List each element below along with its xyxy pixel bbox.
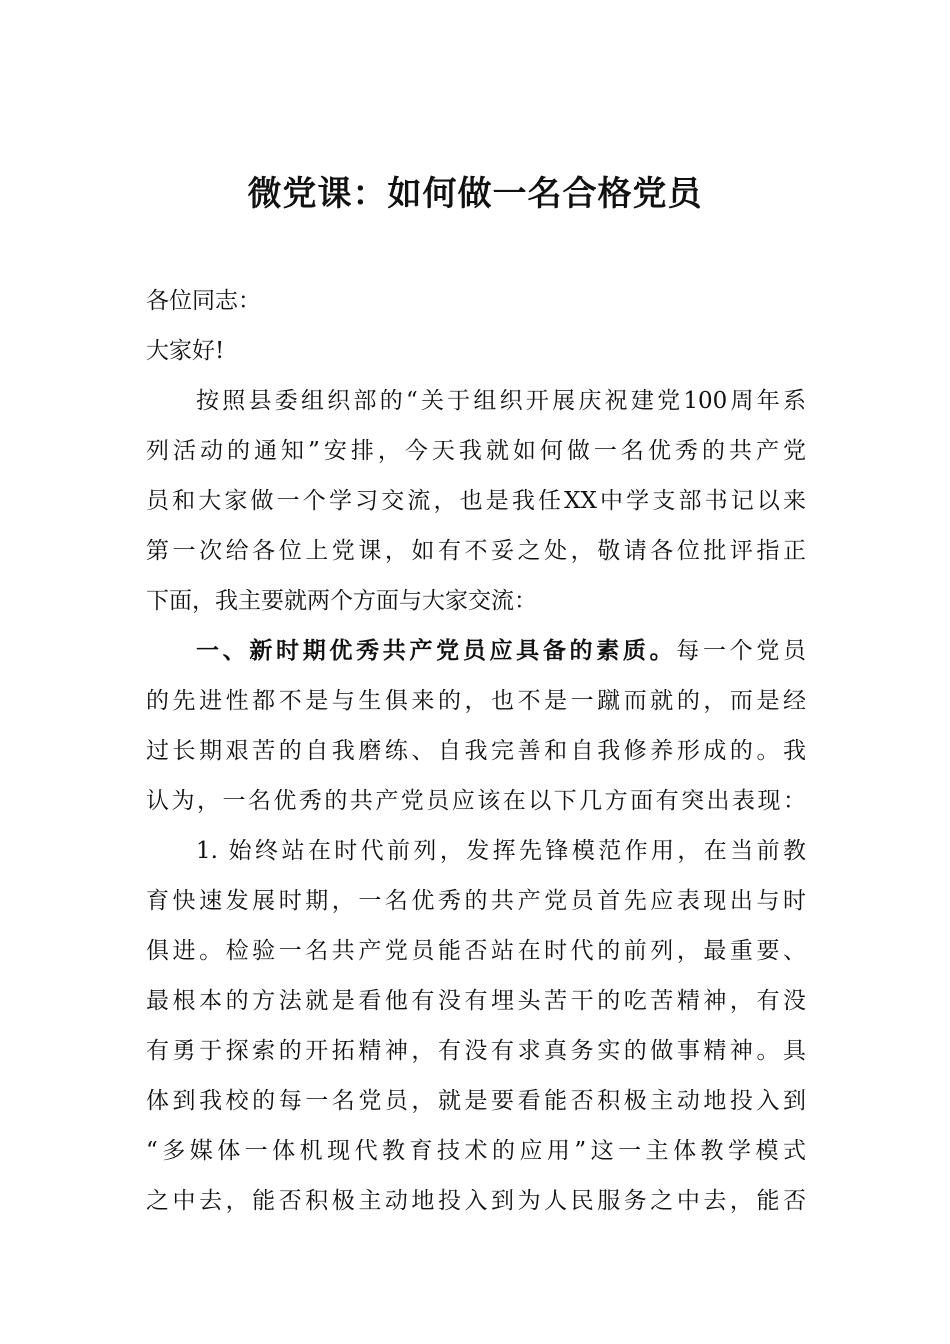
text-line	[146, 526, 806, 576]
line-text: 过长期艰苦的自我磨练、自我完善和自我修养形成的。我	[146, 738, 806, 764]
page-title: 微党课：如何做一名合格党员	[247, 174, 703, 214]
line-text: 下面，我主要就两个方面与大家交流：	[146, 588, 537, 614]
section-heading: 一、新时期优秀共产党员应具备的素质。	[196, 637, 677, 664]
text-line	[146, 426, 806, 476]
line-text: 员和大家做一个学习交流，也是我任XX中学支部书记以来	[146, 488, 806, 514]
text-line	[146, 276, 806, 326]
line-text: 最根本的方法就是看他有没有埋头苦干的吃苦精神，有没	[146, 988, 806, 1014]
line-text: 体到我校的每一名党员，就是要看能否积极主动地投入到	[146, 1088, 806, 1114]
line-text: 俱进。检验一名共产党员能否站在时代的前列，最重要、	[146, 938, 806, 964]
text-line	[146, 476, 806, 526]
line-text: 有勇于探索的开拓精神，有没有求真务实的做事精神。具	[146, 1038, 806, 1064]
line-text: 按照县委组织部的“关于组织开展庆祝建党100周年系	[196, 388, 806, 414]
line-text: “多媒体一体机现代教育技术的应用”这一主体教学模式	[146, 1138, 806, 1164]
line-text: 1. 始终站在时代前列，发挥先锋模范作用，在当前教	[196, 838, 806, 864]
text-line	[146, 1076, 806, 1126]
line-text: 之中去，能否积极主动地投入到为人民服务之中去，能否	[146, 1188, 806, 1214]
line-text: 育快速发展时期，一名优秀的共产党员首先应表现出与时	[146, 888, 806, 914]
text-line	[146, 826, 806, 876]
line-text: 第一次给各位上党课，如有不妥之处，敬请各位批评指正	[146, 538, 806, 564]
text-line	[146, 676, 806, 726]
text-line	[146, 1176, 806, 1226]
text-line	[146, 1026, 806, 1076]
line-text: 列活动的通知”安排，今天我就如何做一名优秀的共产党	[146, 438, 806, 464]
text-line	[146, 376, 806, 426]
line-text: 认为，一名优秀的共产党员应该在以下几方面有突出表现：	[146, 788, 806, 814]
text-line	[146, 726, 806, 776]
document-body	[146, 276, 806, 1226]
text-line	[146, 576, 806, 626]
text-line	[146, 776, 806, 826]
line-text: 大家好!	[146, 338, 225, 364]
text-line	[146, 326, 806, 376]
line-text: 每一个党员	[676, 638, 806, 664]
text-line	[146, 976, 806, 1026]
line-text: 各位同志：	[146, 288, 261, 314]
text-line	[146, 1126, 806, 1176]
text-line	[146, 926, 806, 976]
text-line	[146, 626, 806, 676]
text-line	[146, 876, 806, 926]
line-text: 的先进性都不是与生俱来的，也不是一蹴而就的，而是经	[146, 688, 806, 714]
